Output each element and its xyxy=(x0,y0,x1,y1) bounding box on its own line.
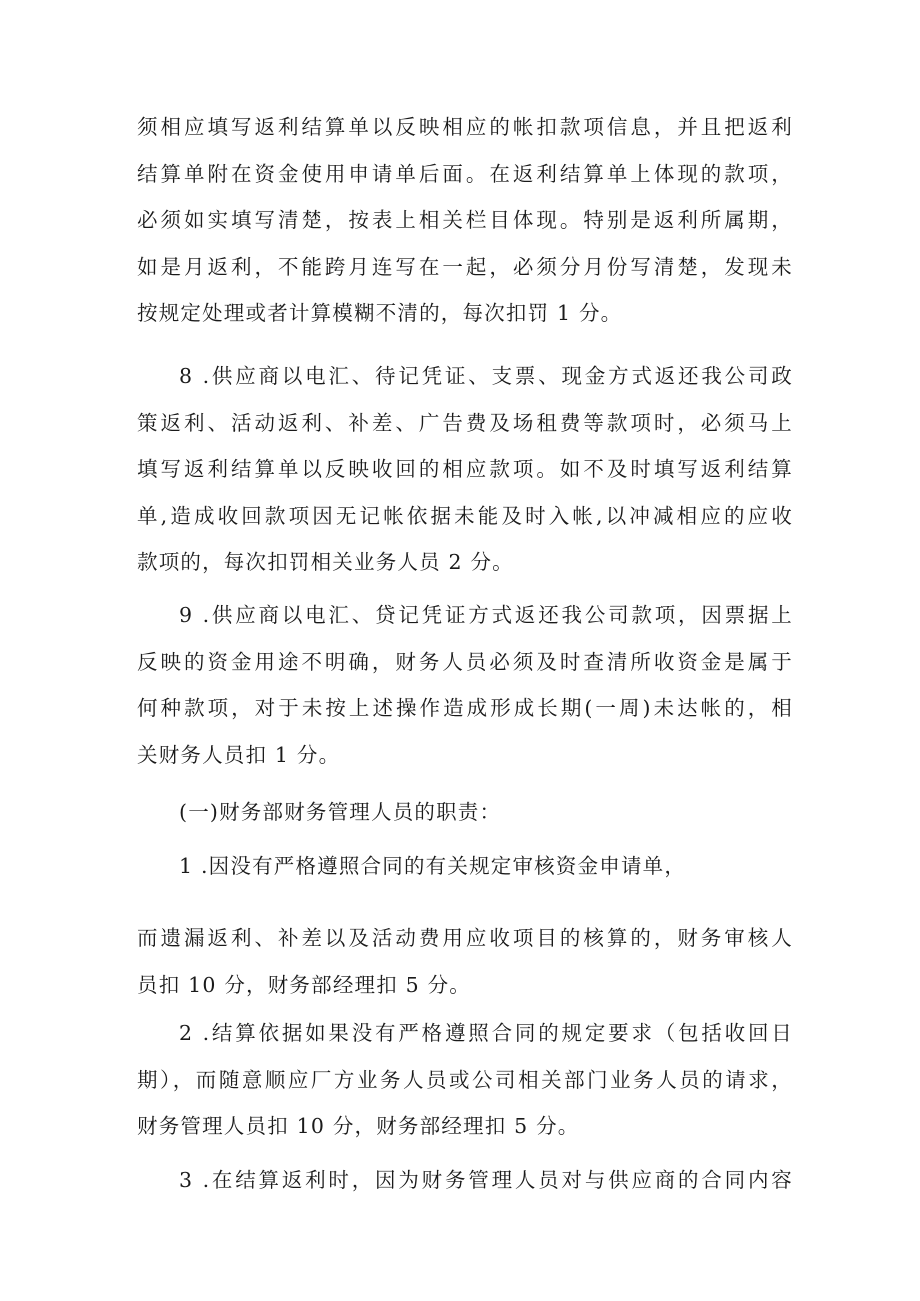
text-line: 按规定处理或者计算模糊不清的，每次扣罚 1 分。 xyxy=(137,301,623,325)
paragraph-item-2 xyxy=(137,1010,793,1150)
text-line: 9 .供应商以电汇、贷记凭证方式返还我公司款项，因票据上 xyxy=(179,603,793,627)
text-line: 反映的资金用途不明确，财务人员必须及时查清所收资金是属于 xyxy=(137,649,793,674)
text-line: 单,造成收回款项因无记帐依据未能及时入帐,以冲减相应的应收 xyxy=(137,503,793,528)
text-line: 2 .结算依据如果没有严格遵照合同的规定要求（包括收回日 xyxy=(179,1021,793,1045)
text-line: 填写返利结算单以反映收回的相应款项。如不及时填写返利结算 xyxy=(137,457,793,481)
text-line: 款项的，每次扣罚相关业务人员 2 分。 xyxy=(137,550,514,574)
paragraph-item-1-continued xyxy=(137,915,793,1008)
text-line: 策返利、活动返利、补差、广告费及场租费等款项时，必须马上 xyxy=(137,410,793,435)
text-line: 关财务人员扣 1 分。 xyxy=(137,742,341,767)
paragraph-continuation xyxy=(137,104,793,337)
paragraph-item-8 xyxy=(137,353,793,586)
text-line: 财务管理人员扣 10 分，财务部经理扣 5 分。 xyxy=(137,1114,580,1138)
text-line: 结算单附在资金使用申请单后面。在返利结算单上体现的款项， xyxy=(137,161,793,186)
text-line: 须相应填写返利结算单以反映相应的帐扣款项信息，并且把返利 xyxy=(137,115,793,139)
text-line: 3 .在结算返利时，因为财务管理人员对与供应商的合同内容 xyxy=(179,1168,793,1192)
text-line: 必须如实填写清楚，按表上相关栏目体现。特别是返利所属期， xyxy=(137,208,793,232)
text-line: 而遗漏返利、补差以及活动费用应收项目的核算的，财务审核人 xyxy=(137,926,793,950)
heading-line: (一)财务部财务管理人员的职责： xyxy=(179,800,502,824)
paragraph-item-3 xyxy=(137,1157,793,1204)
text-line: 8 .供应商以电汇、待记凭证、支票、现金方式返还我公司政 xyxy=(179,364,793,388)
text-line: 期），而随意顺应厂方业务人员或公司相关部门业务人员的请求， xyxy=(137,1067,793,1092)
section-heading xyxy=(137,789,793,836)
text-line: 员扣 10 分，财务部经理扣 5 分。 xyxy=(137,972,471,997)
text-line: 何种款项，对于未按上述操作造成形成长期(一周)未达帐的，相 xyxy=(137,696,793,720)
paragraph-item-9 xyxy=(137,592,793,778)
text-line: 1 .因没有严格遵照合同的有关规定审核资金申请单， xyxy=(179,854,687,878)
text-line: 如是月返利，不能跨月连写在一起，必须分月份写清楚，发现未 xyxy=(137,254,793,279)
paragraph-item-1-start xyxy=(137,843,793,890)
